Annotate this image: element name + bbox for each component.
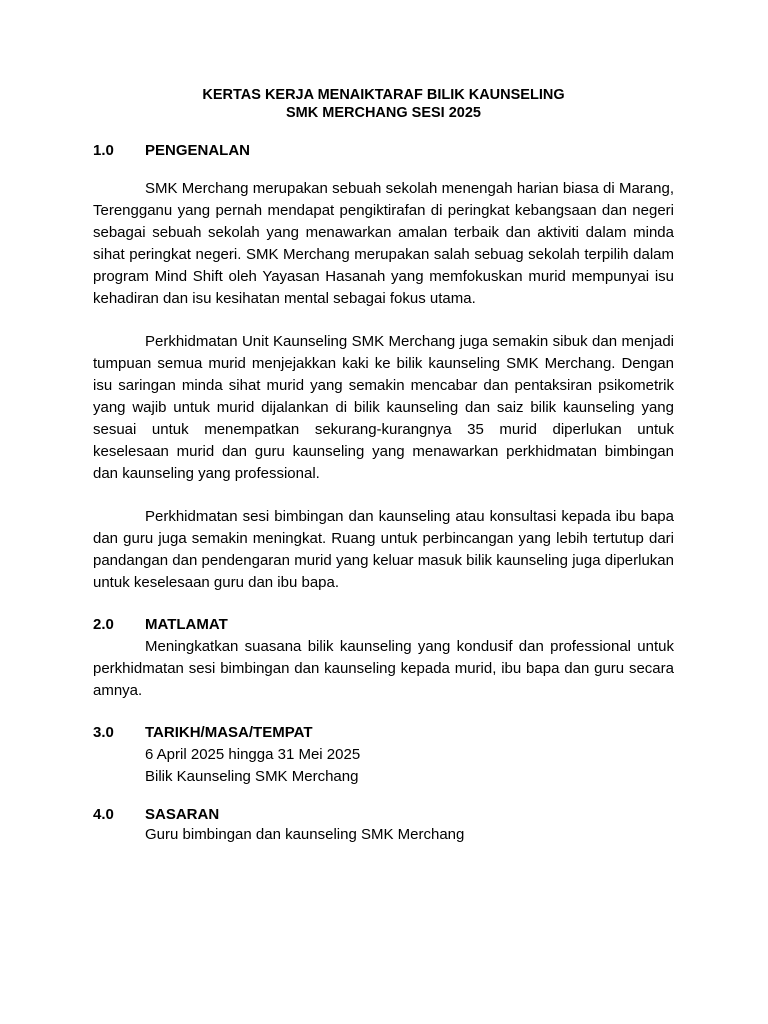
target-line: Guru bimbingan dan kaunseling SMK Merchang — [145, 826, 465, 843]
paragraph: SMK Merchang merupakan sebuah sekolah menengah harian biasa di Marang, Terengganu yang pernah mendapat pengiktirafan di peringkat kebangsaan dan negeri sebagai sebuah sekolah yang menawarkan amalan terbaik dan aktiviti dalam minda sihat peringkat negeri. SMK Merchang merupakan salah sebuag sekolah terpilih dalam program Mind Shift oleh Yayasan Hasanah yang memfokuskan murid mempunyai isu kehadiran dan isu kesihatan mental sebagai fokus utama. — [93, 180, 674, 307]
section-heading-sasaran — [93, 804, 674, 826]
section-title: TARIKH/MASA/TEMPAT — [145, 724, 313, 741]
paragraph: Meningkatkan suasana bilik kaunseling yang kondusif dan professional untuk perkhidmatan sesi bimbingan dan kaunseling kepada murid, ibu bapa dan guru secara amnya. — [93, 638, 674, 699]
title-line-1: KERTAS KERJA MENAIKTARAF BILIK KAUNSELING — [202, 87, 565, 103]
section-number: 3.0 — [93, 724, 114, 741]
section-heading-matlamat — [93, 614, 674, 636]
section-title: SASARAN — [145, 806, 220, 823]
section-number: 2.0 — [93, 616, 114, 633]
paragraph: Perkhidmatan Unit Kaunseling SMK Merchang juga semakin sibuk dan menjadi tumpuan semua murid menjejakkan kaki ke bilik kaunseling SMK Merchang. Dengan isu saringan minda sihat murid yang semakin mencabar dan pentaksiran psikometrik yang wajib untuk murid dijalankan di bilik kaunseling dan saiz bilik kaunseling yang sesuai untuk menempatkan sekurang-kurangnya 35 murid diperlukan untuk keselesaan murid dan guru kaunseling yang menawarkan perkhidmatan bimbingan dan kaunseling yang professional. — [93, 333, 674, 482]
paragraph: Perkhidmatan sesi bimbingan dan kaunseling atau konsultasi kepada ibu bapa dan guru juga semakin meningkat. Ruang untuk perbincangan yang lebih tertutup dari pandangan dan pendengaran murid yang keluar masuk bilik kaunseling juga diperlukan untuk keselesaan guru dan ibu bapa. — [93, 508, 674, 591]
section-number: 4.0 — [93, 806, 114, 823]
section-number: 1.0 — [93, 142, 114, 159]
document-page — [93, 86, 674, 844]
venue-line: Bilik Kaunseling SMK Merchang — [145, 768, 359, 785]
title-line-2: SMK MERCHANG SESI 2025 — [286, 105, 481, 121]
date-line: 6 April 2025 hingga 31 Mei 2025 — [145, 746, 361, 763]
section-heading-tarikh — [93, 722, 674, 744]
section-heading-pengenalan — [93, 140, 674, 162]
document-title — [93, 86, 674, 122]
section-title: MATLAMAT — [145, 616, 228, 633]
section-title: PENGENALAN — [145, 142, 251, 159]
